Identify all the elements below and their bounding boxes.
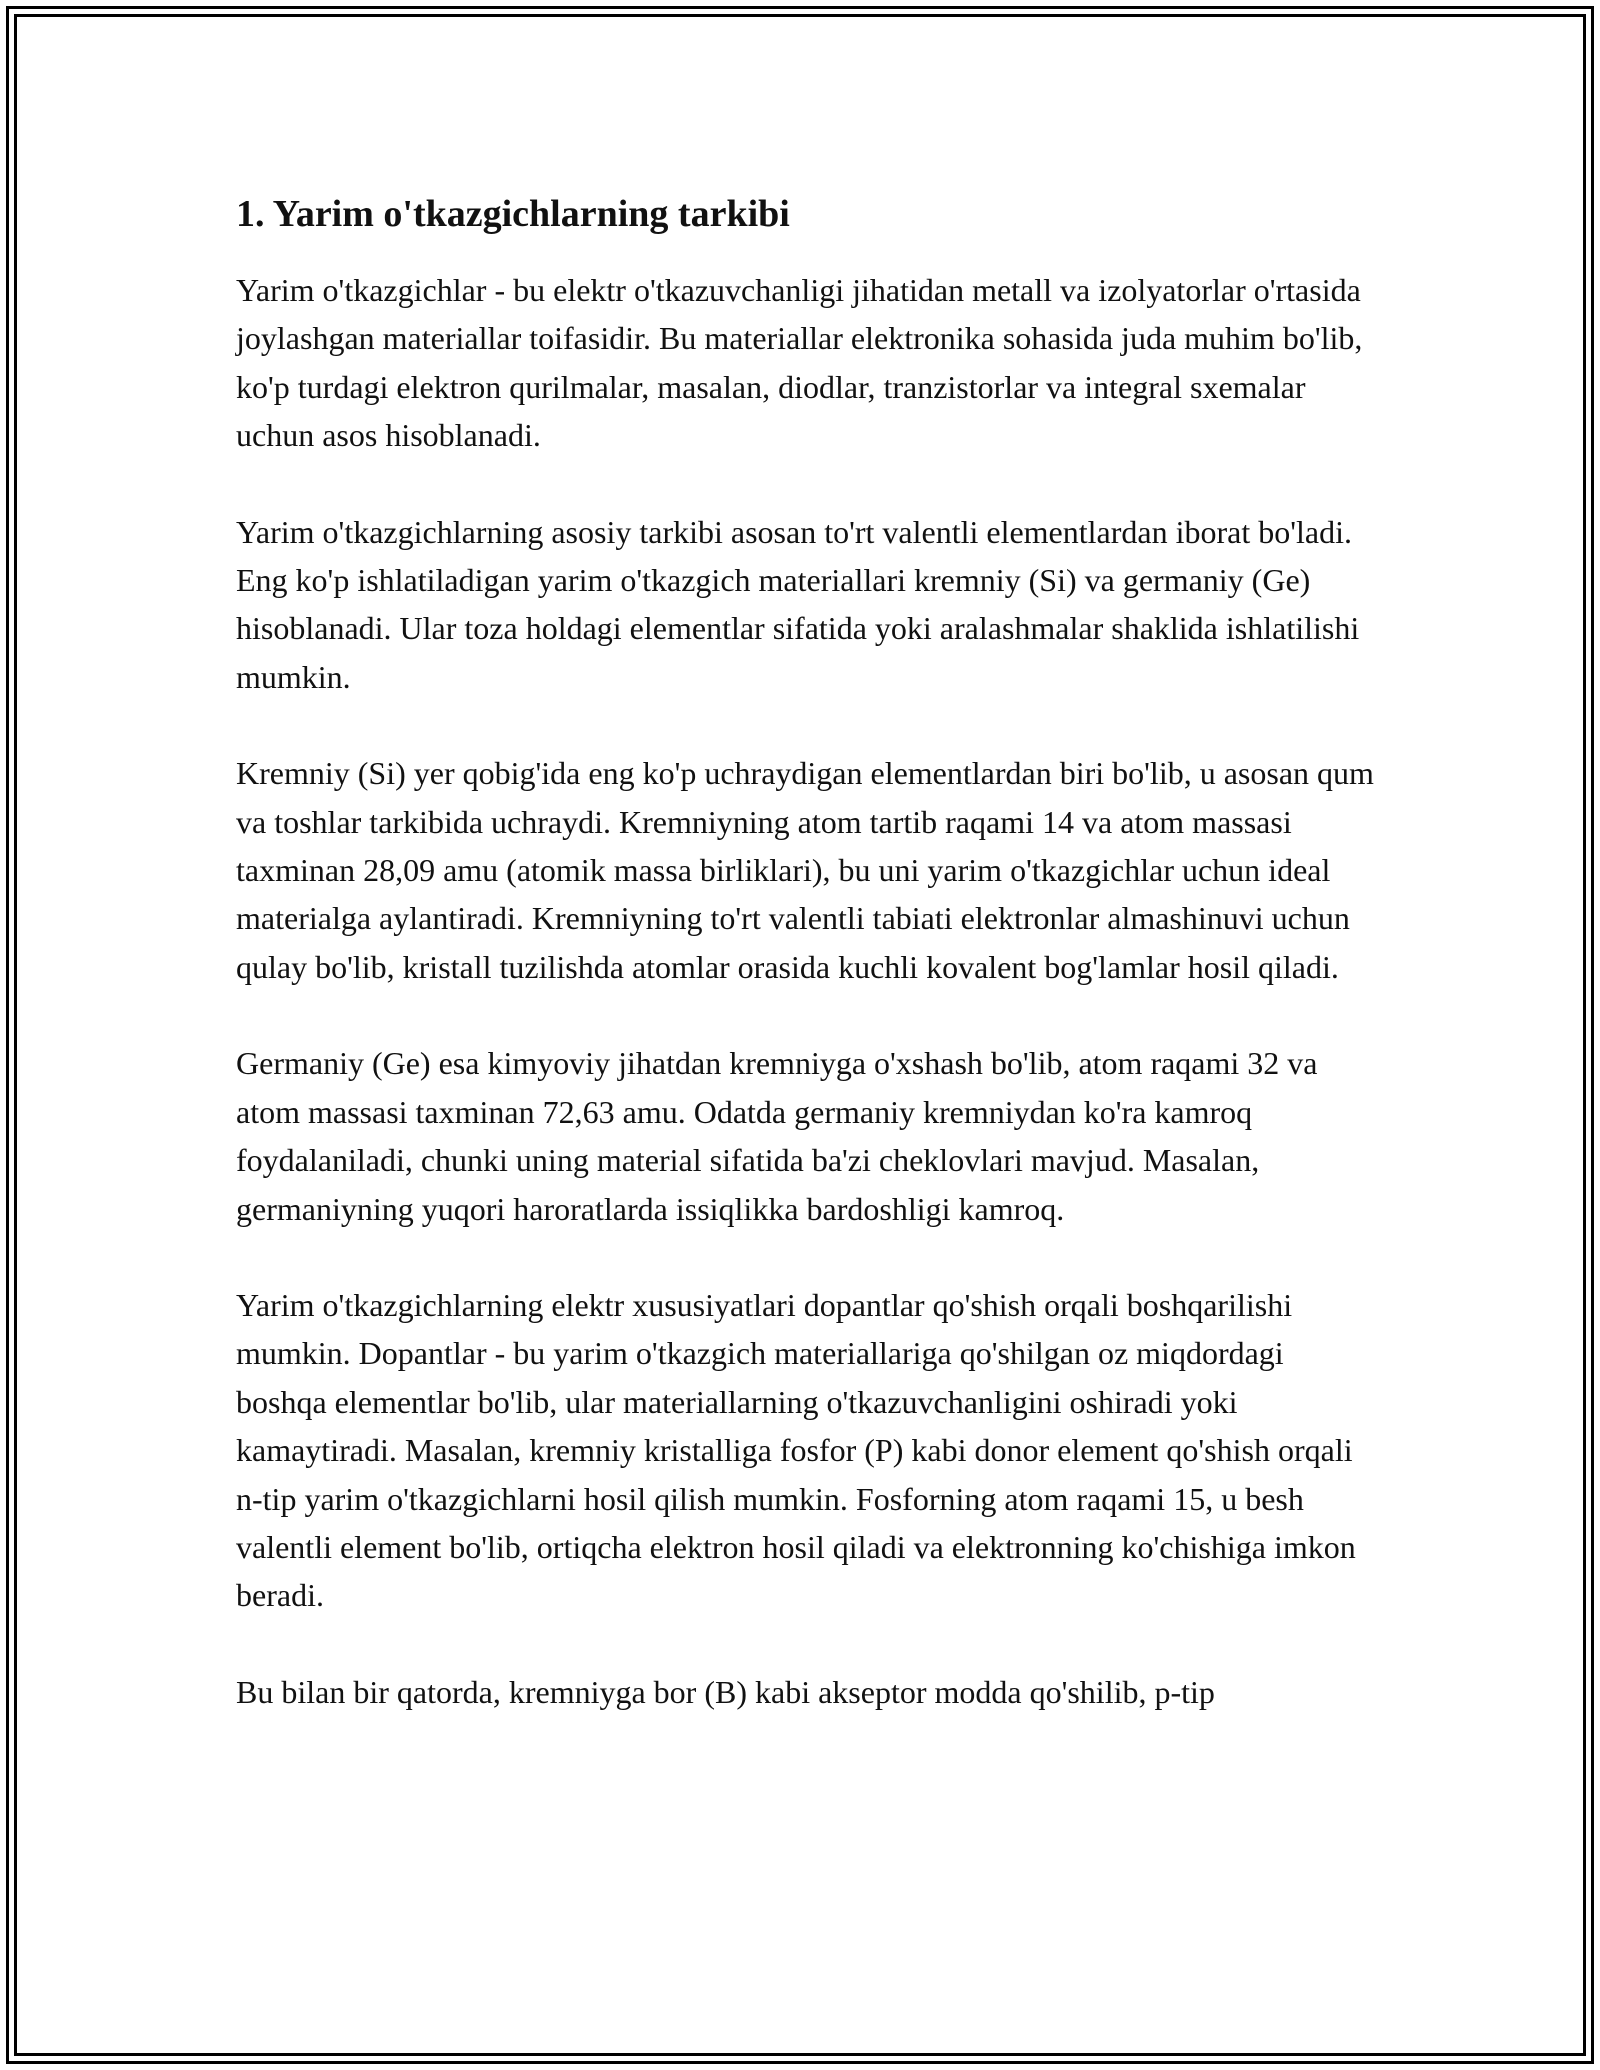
paragraph-germanium: Germaniy (Ge) esa kimyoviy jihatdan kremniyga o'xshash bo'lib, atom raqami 32 va atom massasi taxminan 72,63 amu. Odatda germaniy kremniydan ko'ra kamroq foydalaniladi, chunki uning material sifatida ba'zi cheklovlari mavjud. Masalan, germaniyning yuqori haroratlarda issiqlikka bardoshligi kamroq. [236, 1045, 1318, 1227]
document-body [236, 188, 1376, 1764]
paragraph-composition: Yarim o'tkazgichlarning asosiy tarkibi asosan to'rt valentli elementlardan iborat bo'ladi. Eng ko'p ishlatiladigan yarim o'tkazgich materiallari kremniy (Si) va germaniy (Ge) hisoblanadi. Ular toza holdagi elementlar sifatida yoki aralashmalar shaklida ishlatilishi mumkin. [236, 513, 1360, 695]
paragraph-dopants: Yarim o'tkazgichlarning elektr xususiyatlari dopantlar qo'shish orqali boshqarilishi mumkin. Dopantlar - bu yarim o'tkazgich materiallariga qo'shilgan oz miqdordagi boshqa elementlar bo'lib, ular materiallarning o'tkazuvchanligini oshiradi yoki kamaytiradi. Masalan, kremniy kristalliga fosfor (P) kabi donor element qo'shish orqali n-tip yarim o'tkazgichlarni hosil qilish mumkin. Fosforning atom raqami 15, u besh valentli element bo'lib, ortiqcha elektron hosil qiladi va elektronning ko'chishiga imkon beradi. [236, 1286, 1356, 1614]
section-heading: 1. Yarim o'tkazgichlarning tarkibi [236, 193, 790, 235]
paragraph-intro: Yarim o'tkazgichlar - bu elektr o'tkazuvchanligi jihatidan metall va izolyatorlar o'rtasida joylashgan materiallar toifasidir. Bu materiallar elektronika sohasida juda muhim bo'lib, ko'p turdagi elektron qurilmalar, masalan, diodlar, tranzistorlar va integral sxemalar uchun asos hisoblanadi. [236, 272, 1363, 454]
paragraph-silicon: Kremniy (Si) yer qobig'ida eng ko'p uchraydigan elementlardan biri bo'lib, u asosan qum va toshlar tarkibida uchraydi. Kremniyning atom tartib raqami 14 va atom massasi taxminan 28,09 amu (atomik massa birliklari), bu uni yarim o'tkazgichlar uchun ideal materialga aylantiradi. Kremniyning to'rt valentli tabiati elektronlar almashinuvi uchun qulay bo'lib, kristall tuzilishda atomlar orasida kuchli kovalent bog'lamlar hosil qiladi. [236, 755, 1374, 985]
paragraph-acceptor: Bu bilan bir qatorda, kremniyga bor (B) kabi akseptor modda qo'shilib, p-tip [236, 1673, 1215, 1710]
